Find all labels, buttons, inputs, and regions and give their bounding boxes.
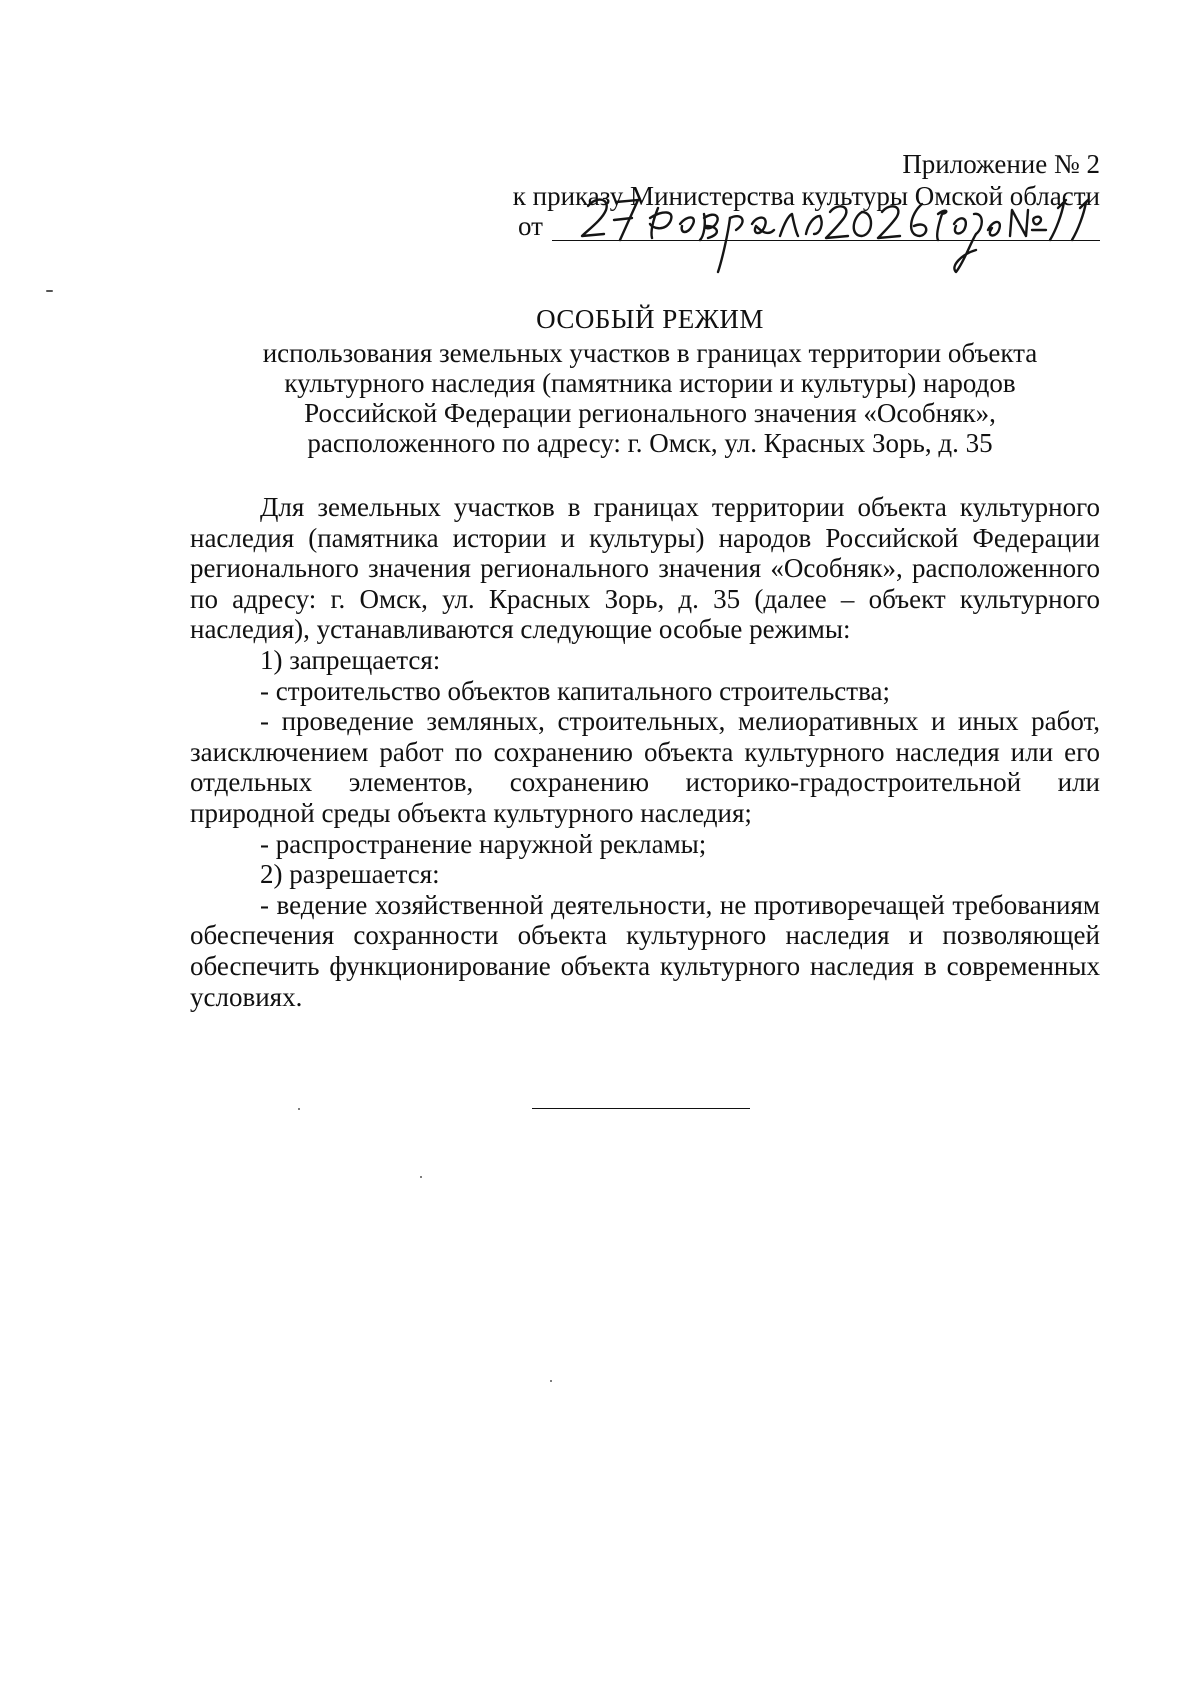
subtitle-line: культурного наследия (памятника истории и культуры) народов: [284, 368, 1016, 398]
scan-speck: [420, 1176, 422, 1178]
scan-speck: [298, 1108, 300, 1110]
prohibited-item: - проведение земляных, строительных, мелиоративных и иных работ, заисключением работ по сохранению объекта культурного наследия или его отдельных элементов, сохранению историко-градостроительной или природной среды объекта культурного наследия;: [190, 706, 1100, 828]
section-heading-prohibited: 1) запрещается:: [260, 644, 441, 675]
date-prefix: от: [518, 211, 543, 241]
prohibited-item: - распространение наружной рекламы;: [260, 828, 707, 859]
document-title: ОСОБЫЙ РЕЖИМ: [536, 304, 764, 334]
intro-paragraph: Для земельных участков в границах территории объекта культурного наследия (памятника истории и культуры) народов Российской Федерации регионального значения регионального значения «Особняк», расположенного по адресу: г. Омск, ул. Красных Зорь, д. 35 (далее – объект культурного наследия), устанавливаются следующие особые режимы:: [190, 492, 1100, 645]
section-heading-permitted: 2) разрешается:: [260, 859, 440, 890]
document-body: [190, 492, 1100, 1012]
closing-rule: [532, 1108, 750, 1109]
handwritten-date: [558, 184, 1098, 276]
appendix-title: Приложение № 2: [902, 149, 1100, 179]
subtitle-line: Российской Федерации регионального значения «Особняк»,: [304, 398, 996, 428]
order-reference: к приказу Министерства культуры Омской области: [512, 181, 1100, 211]
subtitle-line: расположенного по адресу: г. Омск, ул. Красных Зорь, д. 35: [307, 428, 993, 458]
scan-speck: [550, 1380, 552, 1382]
order-date-row: [518, 210, 1100, 244]
permitted-item: - ведение хозяйственной деятельности, не противоречащей требованиям обеспечения сохранности объекта культурного наследия и позволяющей обеспечить функционирование объекта культурного наследия в современных условиях.: [190, 889, 1100, 1012]
prohibited-item: - строительство объектов капитального строительства;: [260, 675, 890, 706]
scan-speck: [46, 290, 53, 292]
document-subtitle: [190, 338, 1110, 458]
subtitle-line: использования земельных участков в границах территории объекта: [262, 338, 1038, 368]
